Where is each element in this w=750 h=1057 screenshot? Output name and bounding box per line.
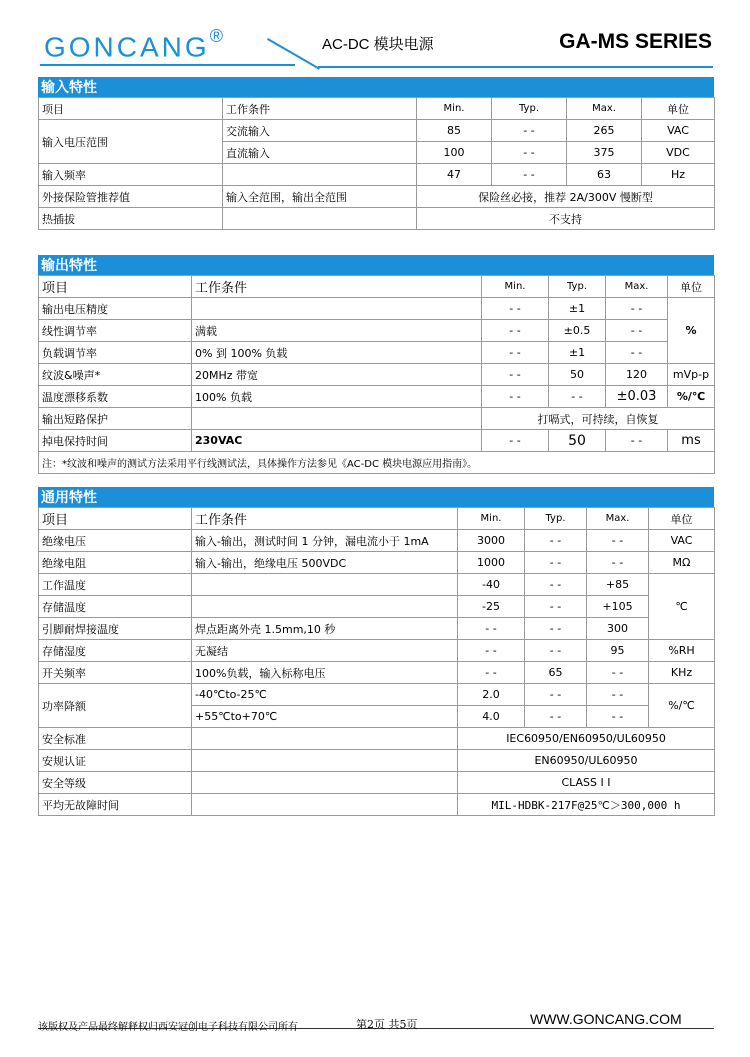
table-row [39,208,715,230]
row-label: 输出电压精度 [39,298,192,320]
col-unit: 单位 [668,276,715,298]
table-row [39,120,715,142]
cell-typ: 65 [525,662,587,684]
cell-max: - - [606,320,668,342]
cell-condition [192,772,458,794]
cell-unit: %RH [649,640,715,662]
cell-max: +105 [587,596,649,618]
col-max: Max. [606,276,668,298]
cell-condition: 100%负载，输入标称电压 [192,662,458,684]
table-row [39,364,715,386]
col-condition: 工作条件 [192,508,458,530]
cell-max: 265 [567,120,642,142]
row-label: 输入电压范围 [39,120,223,164]
table-row [39,618,715,640]
cell-max: - - [606,298,668,320]
col-unit: 单位 [649,508,715,530]
section-title-input: 输入特性 [38,77,714,97]
cell-condition [192,574,458,596]
cell-typ: - - [525,684,587,706]
cell-typ: - - [525,552,587,574]
row-label: 热插拔 [39,208,223,230]
col-max: Max. [587,508,649,530]
cell-min: -40 [458,574,525,596]
table-row [39,574,715,596]
cell-unit: ℃ [649,574,715,640]
table-row [39,408,715,430]
table-row [39,794,715,816]
cell-condition [192,794,458,816]
general-table [38,507,715,816]
col-min: Min. [482,276,549,298]
row-label: 外接保险管推荐值 [39,186,223,208]
col-typ: Typ. [525,508,587,530]
cell-min: - - [458,640,525,662]
row-label: 输出短路保护 [39,408,192,430]
cell-condition [223,208,417,230]
cell-min: 85 [417,120,492,142]
cell-max: - - [587,706,649,728]
cell-min: 47 [417,164,492,186]
cell-min: - - [482,298,549,320]
footer-page-number: 第2页 共5页 [356,1018,418,1031]
cell-typ: ±1 [549,342,606,364]
cell-unit: VAC [649,530,715,552]
row-label: 存储温度 [39,596,192,618]
col-unit: 单位 [642,98,715,120]
cell-max: +85 [587,574,649,596]
cell-condition: 无凝结 [192,640,458,662]
cell-min: 1000 [458,552,525,574]
col-item: 项目 [39,98,223,120]
cell-condition: 输入-输出，测试时间 1 分钟，漏电流小于 1mA [192,530,458,552]
section-title-general: 通用特性 [38,487,714,507]
cell-typ: - - [525,530,587,552]
cell-condition: 直流输入 [223,142,417,164]
table-row [39,386,715,408]
row-label: 纹波&噪声* [39,364,192,386]
cell-condition: 交流输入 [223,120,417,142]
cell-typ: - - [492,164,567,186]
row-label: 安全标准 [39,728,192,750]
cell-value: MIL-HDBK-217F@25℃＞300,000 h [458,794,715,816]
cell-condition: -40℃to-25℃ [192,684,458,706]
col-item: 项目 [39,508,192,530]
cell-condition: 20MHz 带宽 [192,364,482,386]
footer-copyright: 该版权及产品最终解释权归西安冠创电子科技有限公司所有 [38,1022,298,1033]
cell-max: ±0.03 [606,386,668,408]
cell-condition [192,408,482,430]
cell-max: 300 [587,618,649,640]
cell-min: - - [482,320,549,342]
col-condition: 工作条件 [192,276,482,298]
table-row [39,596,715,618]
table-note: 注：*纹波和噪声的测试方法采用平行线测试法，具体操作方法参见《AC-DC 模块电源应用指南》。 [39,452,715,474]
cell-typ: ±0.5 [549,320,606,342]
cell-condition [192,596,458,618]
row-label: 安规认证 [39,750,192,772]
cell-value: 保险丝必接，推荐 2A/300V 慢断型 [417,186,715,208]
table-row [39,342,715,364]
cell-unit: % [668,298,715,364]
cell-min: 4.0 [458,706,525,728]
table-row [39,728,715,750]
col-typ: Typ. [492,98,567,120]
cell-condition: 满载 [192,320,482,342]
cell-min: - - [482,364,549,386]
col-min: Min. [458,508,525,530]
row-label: 温度漂移系数 [39,386,192,408]
cell-value: 打嗝式，可持续，自恢复 [482,408,715,430]
cell-unit: Hz [642,164,715,186]
cell-min: 3000 [458,530,525,552]
input-table [38,97,715,230]
cell-typ: - - [525,596,587,618]
cell-min: 2.0 [458,684,525,706]
footer-website: WWW.GONCANG.COM [530,1011,682,1027]
table-row [39,684,715,706]
cell-unit: KHz [649,662,715,684]
cell-min: - - [458,662,525,684]
cell-typ: - - [525,706,587,728]
row-label: 工作温度 [39,574,192,596]
table-note-row [39,452,715,474]
cell-value: 不支持 [417,208,715,230]
cell-min: - - [458,618,525,640]
cell-min: -25 [458,596,525,618]
cell-typ: ±1 [549,298,606,320]
table-row [39,640,715,662]
page-header [0,0,750,70]
input-section [38,77,714,230]
cell-unit: MΩ [649,552,715,574]
row-label: 掉电保持时间 [39,430,192,452]
cell-min: - - [482,386,549,408]
cell-value: IEC60950/EN60950/UL60950 [458,728,715,750]
cell-value: CLASS I I [458,772,715,794]
brand-logo: GONCANG® [44,26,223,63]
col-min: Min. [417,98,492,120]
cell-condition: 100% 负载 [192,386,482,408]
cell-max: - - [587,530,649,552]
cell-max: 63 [567,164,642,186]
cell-condition: +55℃to+70℃ [192,706,458,728]
table-row [39,662,715,684]
cell-unit: VDC [642,142,715,164]
row-label: 平均无故障时间 [39,794,192,816]
row-label: 存储湿度 [39,640,192,662]
table-row [39,430,715,452]
general-section [38,487,714,816]
header-rule-left [40,64,295,66]
header-rule-right [318,66,713,68]
table-row [39,750,715,772]
output-table [38,275,715,474]
row-label: 开关频率 [39,662,192,684]
cell-unit: ms [668,430,715,452]
row-label: 绝缘电阻 [39,552,192,574]
table-row [39,164,715,186]
row-label: 功率降额 [39,684,192,728]
section-title-output: 输出特性 [38,255,714,275]
table-row [39,298,715,320]
table-row [39,772,715,794]
cell-unit: %/℃ [668,386,715,408]
cell-max: - - [606,430,668,452]
cell-min: - - [482,430,549,452]
cell-condition [192,750,458,772]
cell-typ: 50 [549,364,606,386]
col-typ: Typ. [549,276,606,298]
row-label: 输入频率 [39,164,223,186]
col-item: 项目 [39,276,192,298]
cell-max: - - [587,662,649,684]
row-label: 绝缘电压 [39,530,192,552]
cell-max: 95 [587,640,649,662]
cell-unit: VAC [642,120,715,142]
product-type: AC-DC 模块电源 [322,36,434,53]
cell-typ: - - [549,386,606,408]
table-header-row [39,98,715,120]
row-label: 引脚耐焊接温度 [39,618,192,640]
output-section [38,255,714,474]
row-label: 安全等级 [39,772,192,794]
table-row [39,552,715,574]
cell-condition: 输入-输出，绝缘电压 500VDC [192,552,458,574]
cell-min: 100 [417,142,492,164]
cell-typ: - - [525,574,587,596]
col-max: Max. [567,98,642,120]
cell-unit: mVp-p [668,364,715,386]
cell-unit: %/℃ [649,684,715,728]
cell-typ: - - [492,120,567,142]
cell-max: - - [606,342,668,364]
cell-condition: 230VAC [192,430,482,452]
cell-max: - - [587,684,649,706]
cell-typ: - - [492,142,567,164]
cell-max: 120 [606,364,668,386]
table-header-row [39,508,715,530]
cell-min: - - [482,342,549,364]
cell-condition [223,164,417,186]
row-label: 线性调节率 [39,320,192,342]
cell-condition: 0% 到 100% 负载 [192,342,482,364]
cell-condition: 输入全范围，输出全范围 [223,186,417,208]
cell-typ: - - [525,640,587,662]
cell-typ: - - [525,618,587,640]
cell-value: EN60950/UL60950 [458,750,715,772]
cell-condition [192,298,482,320]
cell-typ: 50 [549,430,606,452]
table-row [39,530,715,552]
cell-max: 375 [567,142,642,164]
col-condition: 工作条件 [223,98,417,120]
series-title: GA-MS SERIES [559,30,712,53]
table-header-row [39,276,715,298]
table-row [39,320,715,342]
cell-max: - - [587,552,649,574]
row-label: 负载调节率 [39,342,192,364]
table-row [39,186,715,208]
cell-condition: 焊点距离外壳 1.5mm,10 秒 [192,618,458,640]
cell-condition [192,728,458,750]
